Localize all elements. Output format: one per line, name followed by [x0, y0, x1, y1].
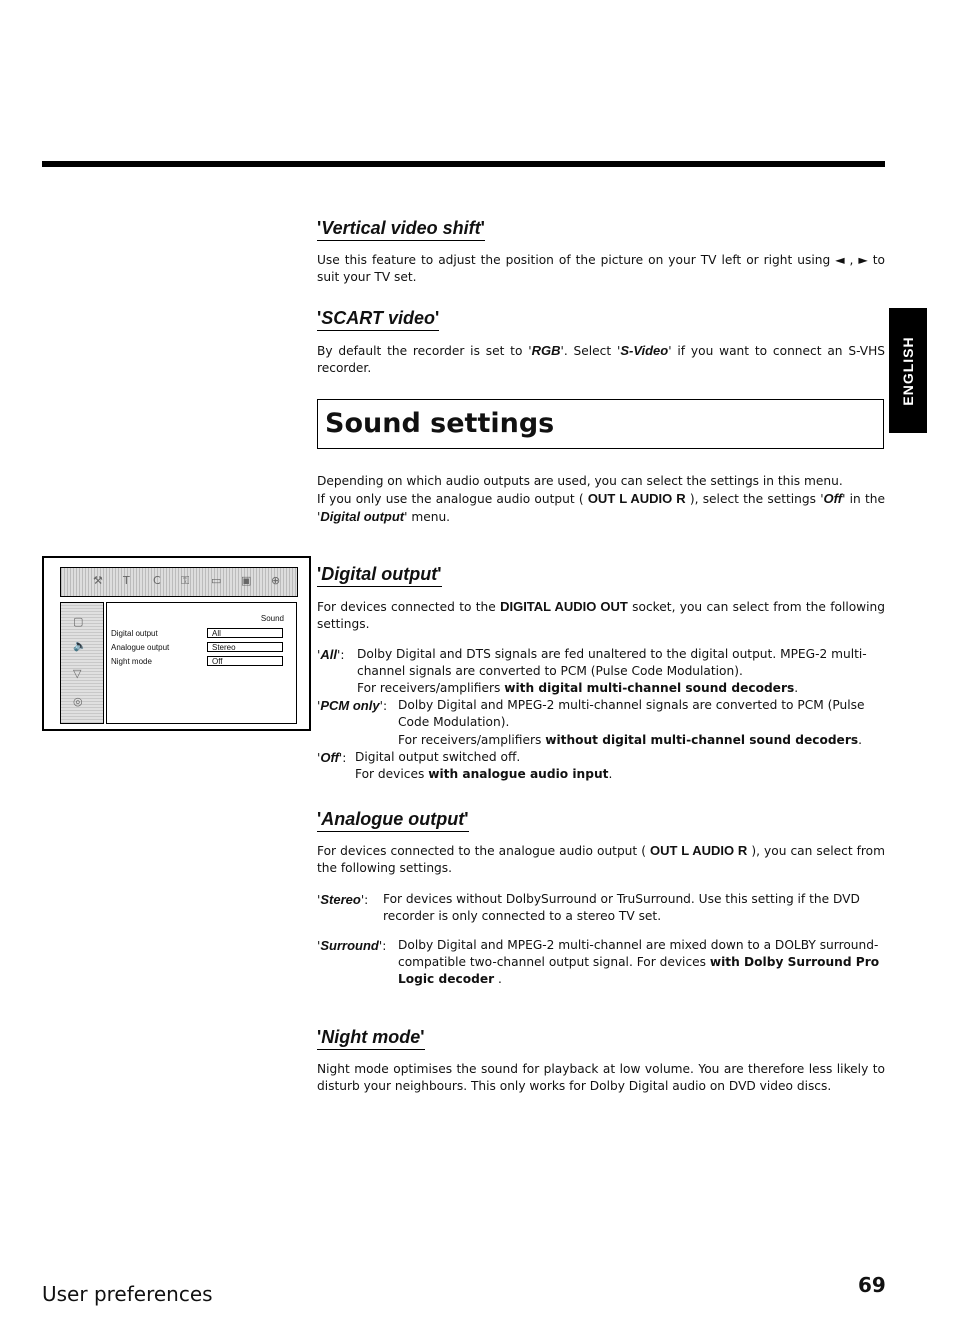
text-icon: T	[123, 574, 130, 587]
paragraph-vertical-video-shift: Use this feature to adjust the position of the picture on your TV left or right using ◄ , ► to suit your TV set.	[317, 253, 886, 284]
page-number: 69	[858, 1273, 886, 1297]
heading-analogue-output: 'Analogue output'	[317, 809, 469, 832]
heading-vertical-video-shift: 'Vertical video shift'	[317, 218, 485, 241]
page-title: Sound settings	[325, 408, 555, 439]
option-off-note: For devices with analogue audio input.	[355, 767, 613, 781]
section-title-box	[317, 399, 884, 449]
heading-scart-video: 'SCART video'	[317, 308, 439, 331]
language-tab	[889, 308, 927, 433]
features-icon: ◎	[73, 695, 83, 708]
menu-value-night-mode[interactable]: Off	[207, 656, 283, 666]
menu-side-bar	[60, 602, 104, 724]
top-rule	[42, 161, 885, 167]
paragraph-sound-intro: Depending on which audio outputs are used, you can select the settings in this menu. If you only use the analogue audio output ( OUT L AUDIO R ), select the settings 'Off' in the 'Digital output' menu.	[317, 474, 885, 524]
heading-night-mode: 'Night mode'	[317, 1027, 425, 1050]
menu-value-analogue-output[interactable]: Stereo	[207, 642, 283, 652]
language-icon: ▽	[73, 667, 82, 680]
arrow-right-icon: ►	[858, 253, 868, 267]
picture-icon: ▢	[73, 615, 84, 628]
menu-label-digital-output: Digital output	[111, 629, 158, 638]
heading-digital-output: 'Digital output'	[317, 564, 442, 587]
speaker-icon: 🔈	[73, 639, 87, 652]
display-icon: ▭	[211, 574, 222, 587]
option-all-note: For receivers/amplifiers with digital multi-channel sound decoders.	[357, 681, 799, 695]
paragraph-analogue-output: For devices connected to the analogue audio output ( OUT L AUDIO R ), you can select from the following settings.	[317, 843, 885, 875]
option-pcm-only: 'PCM only': Dolby Digital and MPEG-2 multi-channel signals are converted to PCM (Pulse Code Modulation).	[317, 698, 865, 729]
option-stereo: 'Stereo': For devices without DolbySurround or TruSurround. Use this setting if the DVD recorder is only connected to a stereo TV set.	[317, 892, 860, 923]
zoom-icon: ⊕	[271, 574, 281, 587]
clock-icon: C	[153, 574, 161, 587]
arrow-left-icon: ◄	[835, 253, 845, 267]
paragraph-digital-output: For devices connected to the DIGITAL AUDIO OUT socket, you can select from the following settings.	[317, 599, 885, 631]
footer-section-name: User preferences	[42, 1282, 213, 1306]
paragraph-night-mode: Night mode optimises the sound for playback at low volume. You are therefore less likely to disturb your neighbours. This only works for Dolby Digital audio on DVD video discs.	[317, 1062, 885, 1093]
option-surround: 'Surround': Dolby Digital and MPEG-2 multi-channel are mixed down to a DOLBY surround-compatible two-channel output signal. For devices with Dolby Surround Pro Logic decoder .	[317, 938, 880, 986]
menu-label-night-mode: Night mode	[111, 657, 152, 666]
paragraph-scart-video: By default the recorder is set to 'RGB'. Select 'S-Video' if you want to connect an S-VHS recorder.	[317, 343, 886, 375]
lock-icon: ⚿	[181, 574, 190, 587]
sound-menu-panel	[106, 602, 297, 724]
camera-icon: ▣	[241, 574, 252, 587]
menu-value-digital-output[interactable]: All	[207, 628, 283, 638]
sound-menu-title: Sound	[260, 614, 284, 623]
menu-icon-bar	[60, 567, 298, 597]
menu-label-analogue-output: Analogue output	[111, 643, 170, 652]
tools-icon: ⚒	[93, 574, 103, 587]
sound-menu-screenshot	[42, 556, 311, 731]
language-tab-label: ENGLISH	[900, 335, 916, 406]
option-pcm-note: For receivers/amplifiers without digital multi-channel sound decoders.	[398, 733, 862, 747]
option-all: 'All': Dolby Digital and DTS signals are fed unaltered to the digital output. MPEG-2 multi-channel signals are converted to PCM (Pulse Code Modulation).	[317, 647, 867, 678]
